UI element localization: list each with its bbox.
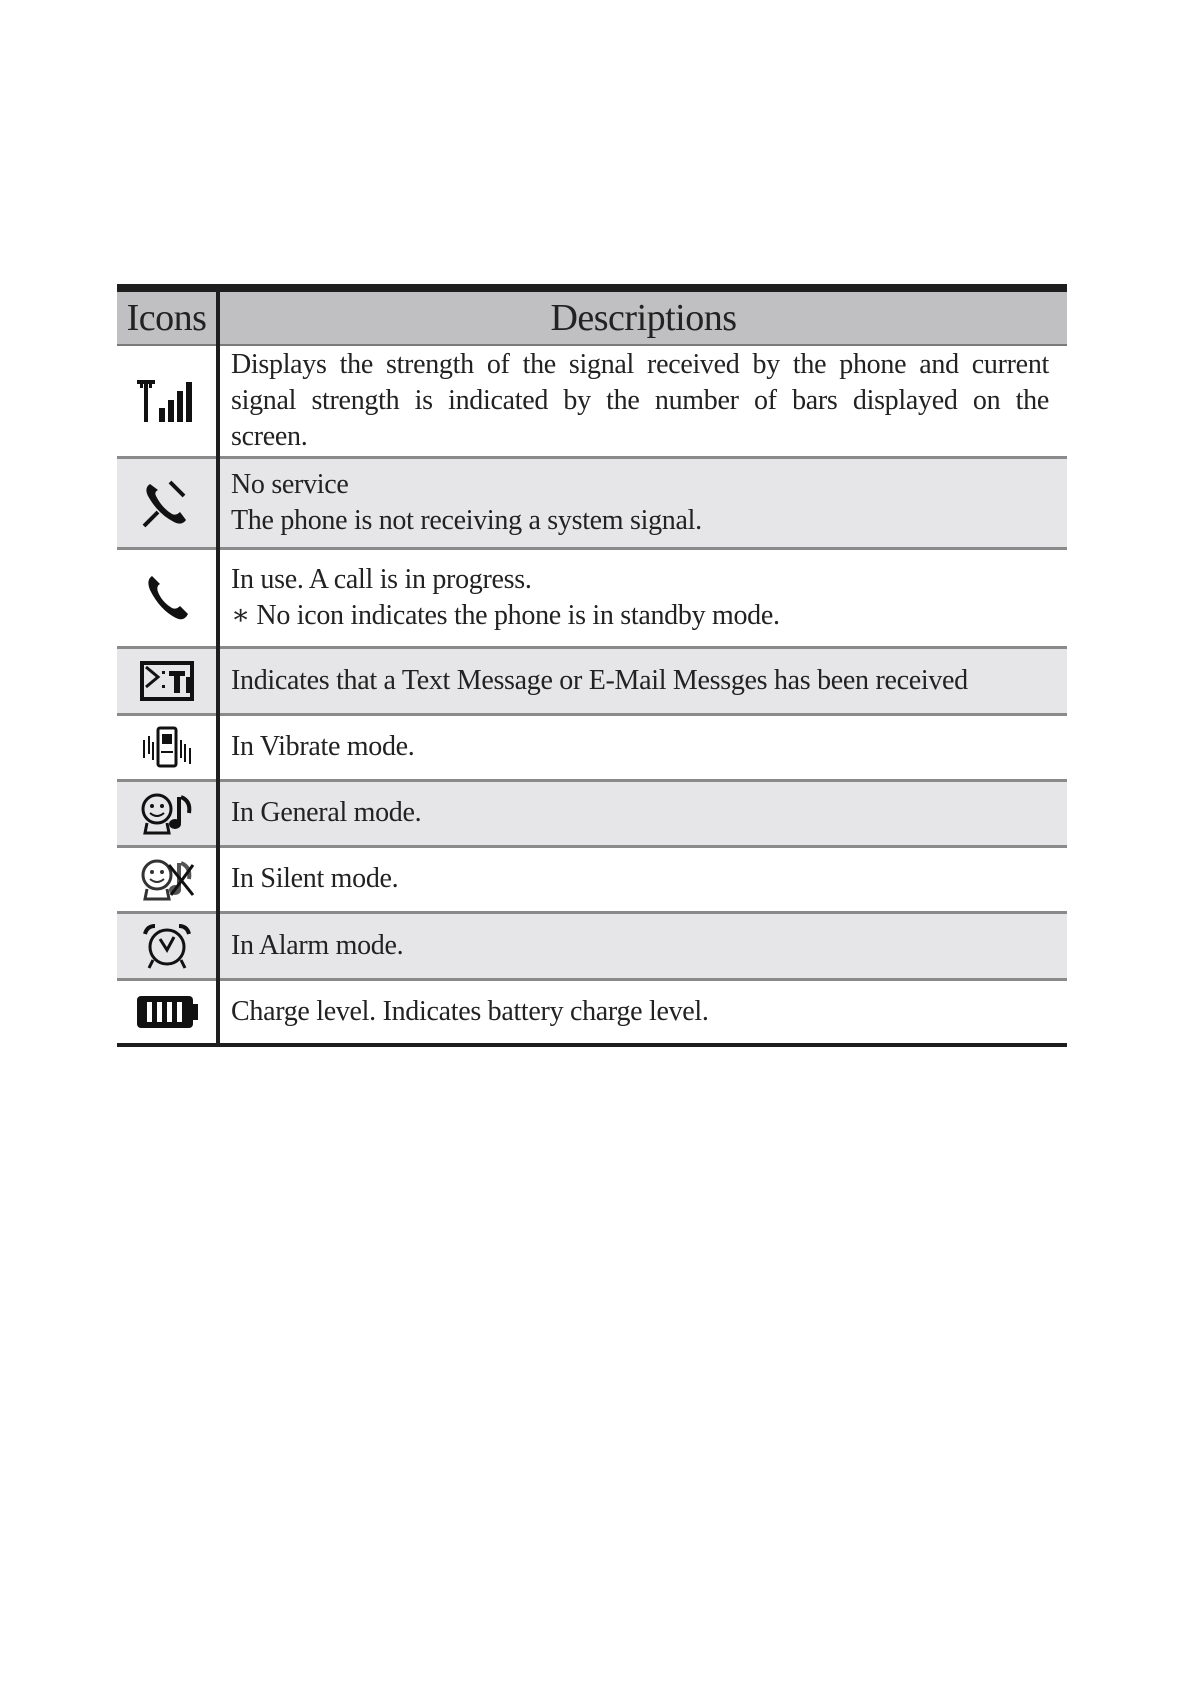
silent-mode-icon	[139, 857, 195, 901]
icon-cell	[117, 714, 218, 780]
description-cell	[218, 846, 1067, 912]
icons-table-container	[117, 284, 1067, 1047]
icon-cell	[117, 846, 218, 912]
description-line: No service	[231, 468, 349, 500]
general-mode-icon	[139, 791, 195, 835]
call-in-progress-icon	[144, 574, 190, 622]
description-line: Indicates that a Text Message or E-Mail Messges has been received	[231, 664, 968, 696]
table-row	[117, 912, 1067, 979]
icon-cell	[117, 345, 218, 457]
description-cell	[218, 780, 1067, 846]
description-line: screen.	[231, 420, 308, 452]
icon-cell	[117, 780, 218, 846]
description-cell	[218, 457, 1067, 548]
description-cell	[218, 345, 1067, 457]
icon-cell	[117, 912, 218, 979]
icon-cell	[117, 457, 218, 548]
table-row	[117, 457, 1067, 548]
description-cell	[218, 714, 1067, 780]
description-line: In Vibrate mode.	[231, 731, 415, 762]
description-line: ∗ No icon indicates the phone is in standby mode.	[231, 599, 780, 631]
icons-column-header: Icons	[117, 288, 218, 345]
description-line: In Silent mode.	[231, 863, 399, 894]
description-line: The phone is not receiving a system signal.	[231, 504, 702, 536]
battery-charge-icon	[135, 992, 199, 1032]
icon-cell	[117, 979, 218, 1045]
vibrate-mode-icon	[140, 726, 194, 768]
description-line: Charge level. Indicates battery charge level.	[231, 995, 709, 1027]
table-row	[117, 647, 1067, 714]
description-line: signal strength is indicated by the number of bars displayed on the	[231, 384, 1049, 416]
table-row	[117, 780, 1067, 846]
icon-cell	[117, 548, 218, 647]
table-row	[117, 979, 1067, 1045]
table-row	[117, 345, 1067, 457]
description-line: In Alarm mode.	[231, 929, 404, 961]
descriptions-column-header: Descriptions	[218, 288, 1067, 345]
table-row	[117, 548, 1067, 647]
description-cell	[218, 647, 1067, 714]
description-line: Displays the strength of the signal received by the phone and current	[231, 348, 1049, 380]
icon-cell	[117, 647, 218, 714]
description-cell	[218, 912, 1067, 979]
no-service-icon	[140, 478, 194, 528]
alarm-mode-icon	[141, 922, 193, 970]
message-received-icon	[140, 661, 194, 701]
description-line: In General mode.	[231, 797, 422, 828]
table-row	[117, 846, 1067, 912]
description-line: In use. A call is in progress.	[231, 563, 532, 595]
icons-table	[117, 284, 1067, 1047]
description-cell	[218, 979, 1067, 1045]
signal-strength-icon	[135, 378, 199, 424]
table-header-row	[117, 288, 1067, 345]
table-row	[117, 714, 1067, 780]
description-cell	[218, 548, 1067, 647]
